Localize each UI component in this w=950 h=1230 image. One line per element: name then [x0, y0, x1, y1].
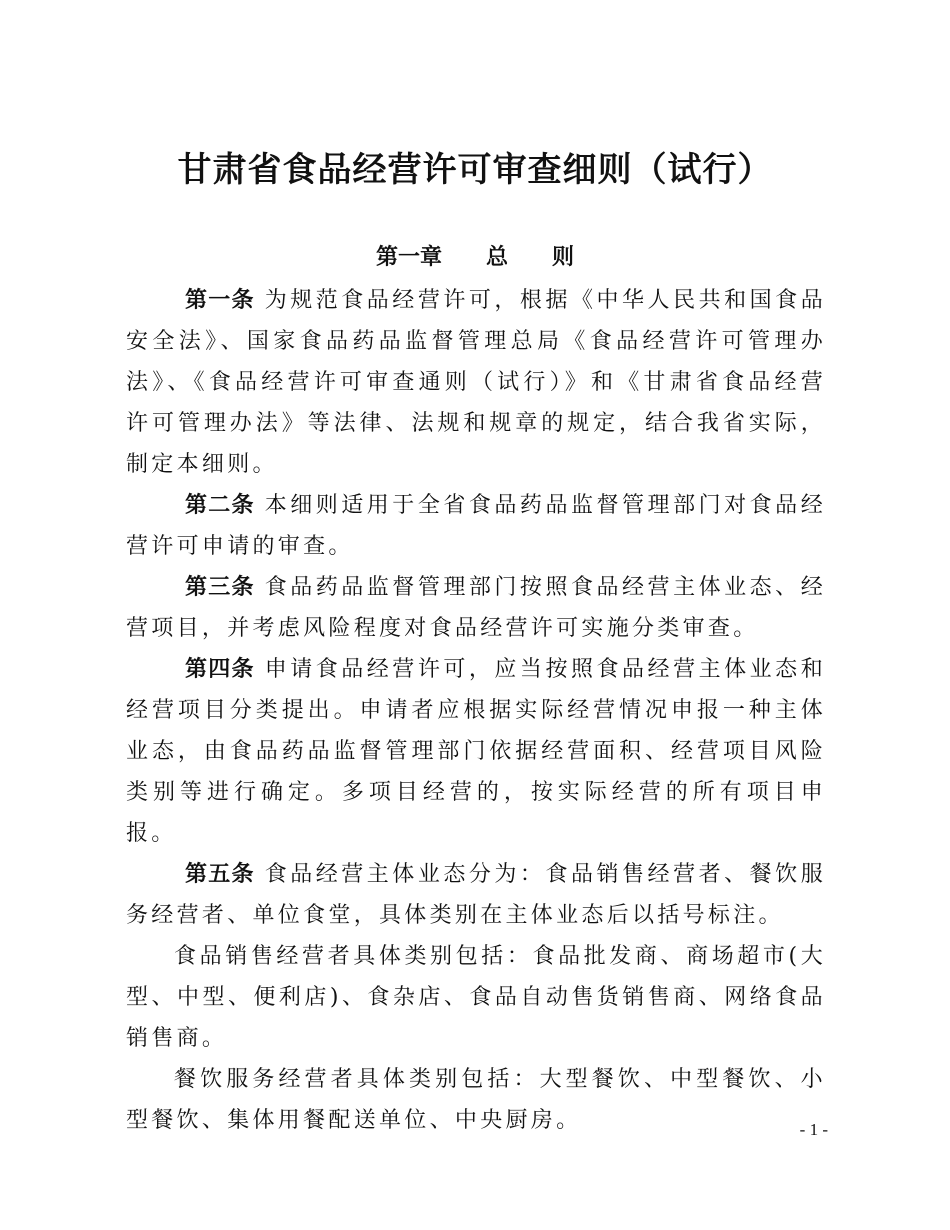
article-text: 食品经营主体业态分为：食品销售经营者、餐饮服务经营者、单位食堂，具体类别在主体业态后以括号标注。 [126, 862, 826, 928]
article-paragraph [126, 280, 826, 485]
article-number: 第一条 [185, 288, 255, 313]
body-paragraph [126, 936, 826, 1059]
article-text: 申请食品经营许可，应当按照食品经营主体业态和经营项目分类提出。申请者应根据实际经营情况申报一种主体业态，由食品药品监督管理部门依据经营面积、经营项目风险类别等进行确定。多项目经营的，按实际经营的所有项目申报。 [126, 657, 826, 846]
paragraph-text: 食品销售经营者具体类别包括：食品批发商、商场超市(大型、中型、便利店)、食杂店、食品自动售货销售商、网络食品销售商。 [126, 944, 826, 1051]
paragraph-text: 餐饮服务经营者具体类别包括：大型餐饮、中型餐饮、小型餐饮、集体用餐配送单位、中央厨房。 [126, 1067, 826, 1133]
article-text: 为规范食品经营许可，根据《中华人民共和国食品安全法》、国家食品药品监督管理总局《食品经营许可管理办法》、《食品经营许可审查通则（试行）》和《甘肃省食品经营许可管理办法》等法律、法规和规章的规定，结合我省实际，制定本细则。 [126, 288, 826, 477]
article-text: 食品药品监督管理部门按照食品经营主体业态、经营项目，并考虑风险程度对食品经营许可实施分类审查。 [126, 575, 826, 641]
article-paragraph [126, 485, 826, 567]
article-paragraph [126, 567, 826, 649]
article-number: 第四条 [185, 657, 255, 682]
chapter-heading: 第一章 总 则 [375, 245, 574, 270]
article-paragraph [126, 649, 826, 854]
article-number: 第二条 [185, 493, 255, 518]
document-title: 甘肃省食品经营许可审查细则（试行） [177, 150, 773, 190]
article-number: 第五条 [185, 862, 255, 887]
page-number: - 1 - [799, 1120, 828, 1139]
article-paragraph [126, 854, 826, 936]
article-text: 本细则适用于全省食品药品监督管理部门对食品经营许可申请的审查。 [126, 493, 826, 559]
article-number: 第三条 [185, 575, 255, 600]
body-paragraph [126, 1059, 826, 1141]
document-body [126, 280, 826, 1141]
